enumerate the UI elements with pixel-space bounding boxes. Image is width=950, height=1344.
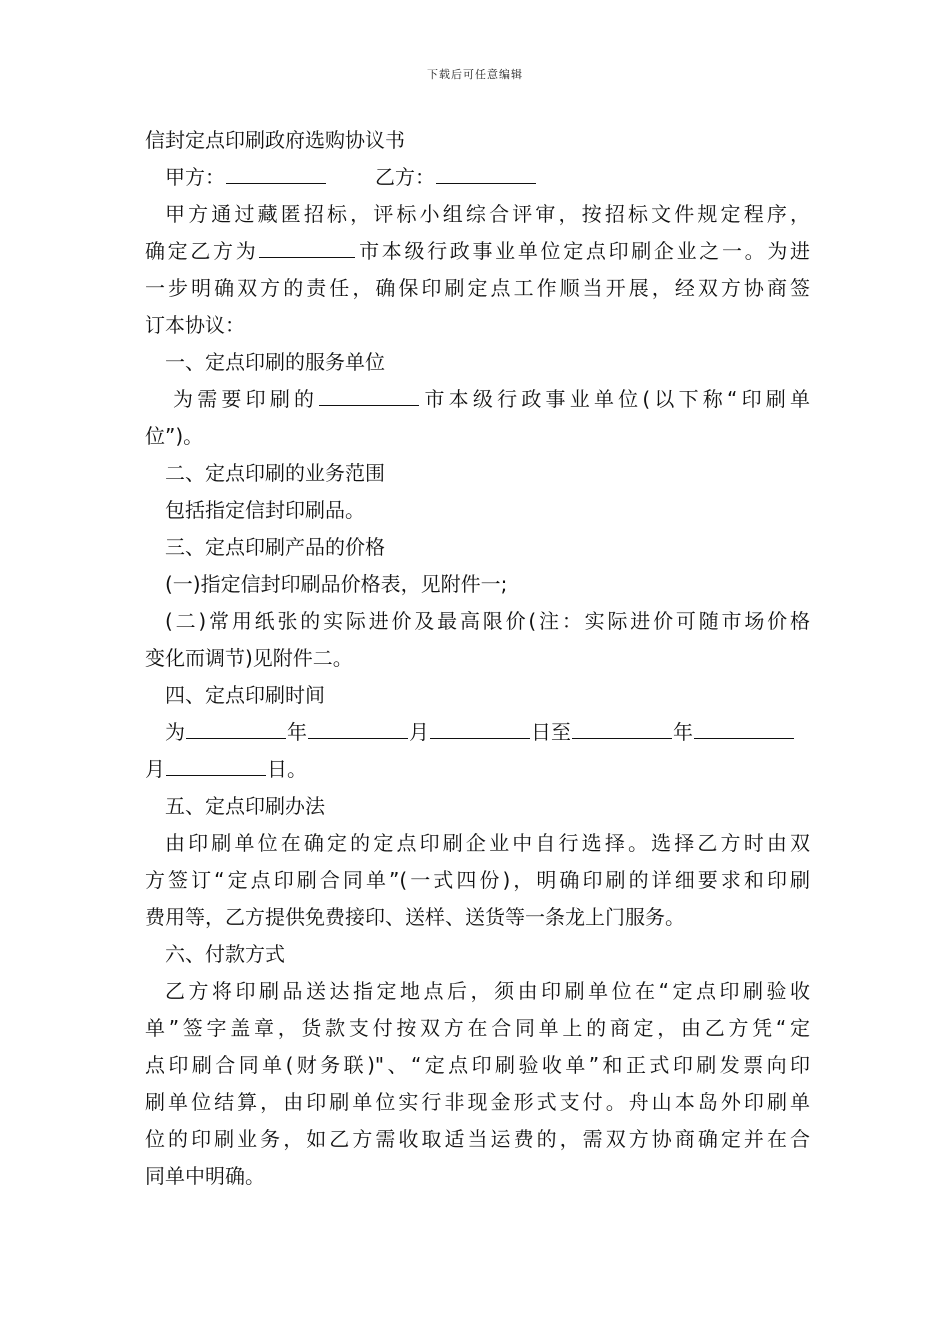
section-3-heading: 三、定点印刷产品的价格 [165,535,385,559]
end-year-label: 年 [673,720,693,744]
section-4-dates-line-1 [145,714,810,751]
section-1-line-2: 位”)。 [145,424,204,448]
section-6-line-1: 乙方将印刷品送达指定地点后，须由印刷单位在“定点印刷验收 [165,979,810,1003]
start-month-label: 月 [409,720,429,744]
section-5-heading: 五、定点印刷办法 [165,794,325,818]
section-1-line-1-end: 市本级行政事业单位(以下称“印刷单 [420,387,810,411]
start-year-label: 年 [287,720,307,744]
section-1-line-1 [145,381,810,418]
section-2-paragraph: 包括指定信封印刷品。 [165,498,365,522]
start-day-blank [430,716,530,739]
section-4-dates-line-2 [145,751,810,788]
date-prefix: 为 [165,720,185,744]
section-3-item-2-line-1: (二)常用纸张的实际进价及最高限价(注：实际进价可随市场价格 [165,609,810,633]
section-3-item-1: (一)指定信封印刷品价格表，见附件一; [165,572,508,596]
intro-line-4: 订本协议： [145,313,245,337]
section-6-heading: 六、付款方式 [165,942,285,966]
agreement-document [145,122,810,1195]
parties-line [145,159,810,196]
intro-line-2-end: 市本级行政事业单位定点印刷企业之一。为进 [356,239,811,263]
section-5-line-1: 由印刷单位在确定的定点印刷企业中自行选择。选择乙方时由双 [165,831,810,855]
document-title: 信封定点印刷政府选购协议书 [145,128,405,152]
start-day-label: 日至 [531,720,571,744]
party-b-blank [436,161,536,184]
start-month-blank [308,716,408,739]
section-6-line-3: 点印刷合同单(财务联)"、“定点印刷验收单”和正式印刷发票向印 [145,1053,810,1077]
section-3-item-2-line-2: 变化而调节)见附件二。 [145,646,353,670]
intro-line-3: 一步明确双方的责任，确保印刷定点工作顺当开展，经双方协商签 [145,276,810,300]
section-1-heading: 一、定点印刷的服务单位 [165,350,385,374]
section-2-heading: 二、定点印刷的业务范围 [165,461,385,485]
intro-line-1: 甲方通过藏匿招标，评标小组综合评审，按招标文件规定程序， [165,202,810,226]
intro-line-2-start: 确定乙方为 [145,239,259,263]
end-day-blank [166,753,266,776]
section-5-line-3: 费用等，乙方提供免费接印、送样、送货等一条龙上门服务。 [145,905,685,929]
end-month-blank-a [694,716,794,739]
unit-blank [319,383,419,406]
start-year-blank [186,716,286,739]
end-day-label: 日。 [267,757,307,781]
section-5-line-2: 方签订“定点印刷合同单”(一式四份)，明确印刷的详细要求和印刷 [145,868,810,892]
section-1-line-1-start: 为需要印刷的 [173,387,319,411]
party-a-blank [226,161,326,184]
intro-line-2 [145,233,810,270]
section-6-line-5: 位的印刷业务，如乙方需收取适当运费的，需双方协商确定并在合 [145,1127,810,1151]
city-blank [259,235,355,258]
party-b-label: 乙方： [375,165,435,189]
end-year-blank [572,716,672,739]
party-a-label: 甲方： [165,165,225,189]
page-header-note: 下载后可任意编辑 [427,68,523,81]
section-6-line-4: 刷单位结算，由印刷单位实行非现金形式支付。舟山本岛外印刷单 [145,1090,810,1114]
section-6-line-6: 同单中明确。 [145,1164,265,1188]
section-4-heading: 四、定点印刷时间 [165,683,325,707]
section-6-line-2: 单”签字盖章，货款支付按双方在合同单上的商定，由乙方凭“定 [145,1016,810,1040]
end-month-label: 月 [145,757,165,781]
